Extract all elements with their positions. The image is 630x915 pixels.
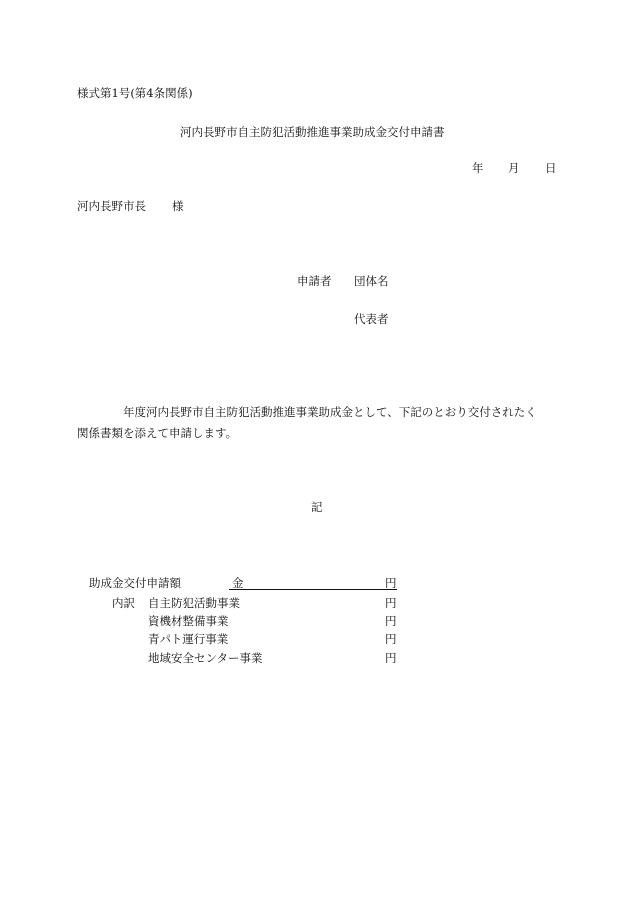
date-year: 年 — [472, 161, 484, 175]
breakdown-item-unit: 円 — [385, 596, 397, 610]
date-month: 月 — [508, 161, 520, 175]
breakdown-item-name: 資機材整備事業 — [148, 614, 229, 628]
breakdown-item-unit: 円 — [385, 651, 397, 665]
amount-underline — [229, 589, 397, 590]
addressee-honorific: 様 — [172, 199, 184, 213]
amount-unit: 円 — [385, 576, 397, 590]
breakdown-item-name: 自主防犯活動事業 — [148, 596, 240, 610]
ki-heading: 記 — [311, 500, 323, 514]
breakdown-item-name: 地域安全センター事業 — [148, 651, 263, 665]
breakdown-item-unit: 円 — [385, 614, 397, 628]
date-day: 日 — [545, 161, 557, 175]
org-name-label: 団体名 — [354, 274, 389, 288]
representative-label: 代表者 — [354, 312, 389, 326]
amount-label: 助成金交付申請額 — [89, 576, 181, 590]
page-title: 河内長野市自主防犯活動推進事業助成金交付申請書 — [180, 125, 445, 139]
body-line-2: 関係書類を添えて申請します。 — [77, 426, 238, 440]
form-number: 様式第1号(第4条関係) — [77, 86, 193, 100]
breakdown-item-unit: 円 — [385, 632, 397, 646]
body-line-1: 年度河内長野市自主防犯活動推進事業助成金として、下記のとおり交付されたく — [123, 405, 537, 419]
applicant-label: 申請者 — [297, 274, 332, 288]
amount-prefix: 金 — [232, 576, 244, 590]
breakdown-label: 内訳 — [112, 596, 135, 610]
addressee-name: 河内長野市長 — [77, 199, 146, 213]
breakdown-item-name: 青パト運行事業 — [148, 632, 229, 646]
